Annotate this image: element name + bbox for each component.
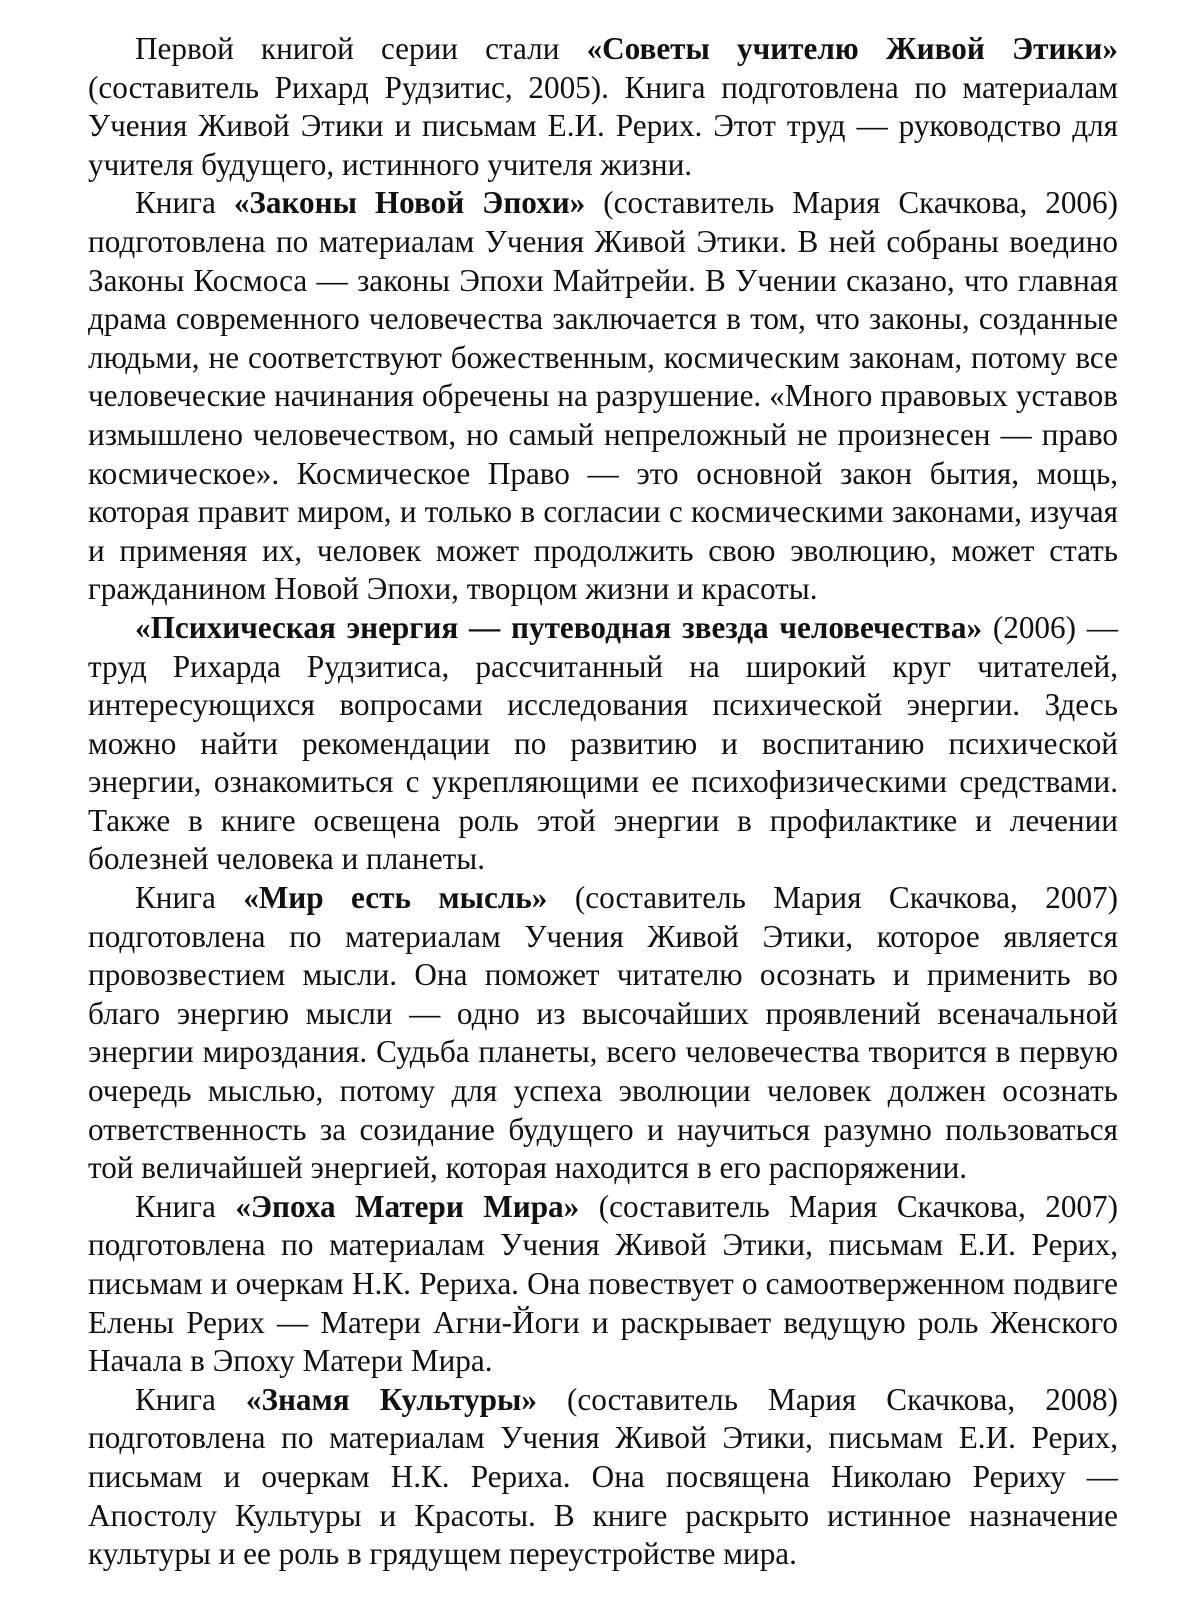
paragraph-text: (составитель Рихард Рудзитис, 2005). Книга подготовлена по материалам Учения Живой Этики и письмам Е.И. Рерих. Этот труд — руководство для учителя будущего, истинного учителя жизни. (88, 69, 1118, 182)
book-title-sovety-uchitelyu: «Советы учителю Живой Этики» (586, 31, 1118, 66)
paragraph-text: (2006) — труд Рихарда Рудзитиса, рассчитанный на широкий круг читателей, интересующихся вопросами исследования психической энергии. Здесь можно найти рекомендации по развитию и воспитанию психической энергии, ознакомиться с укрепляющими ее психофизическими средствами. Также в книге освещена роль этой энергии в профилактике и лечении болезней человека и планеты. (88, 609, 1118, 877)
paragraph-text: (составитель Мария Скачкова, 2006) подготовлена по материалам Учения Живой Этики. В ней собраны воедино Законы Космоса — законы Эпохи Майтрейи. В Учении сказано, что главная драма современного человечества заключается в том, что законы, созданные людьми, не соответствуют божественным, космическим законам, потому все человеческие начинания обречены на разрушение. «Много правовых уставов измышлено человечеством, но самый непреложный не произнесен — право космическое». Космическое Право — это основной закон бытия, мощь, которая правит миром, и только в согласии с космическими законами, изучая и применяя их, человек может продолжить свою эволюцию, может стать гражданином Новой Эпохи, творцом жизни и красоты. (88, 185, 1119, 607)
paragraph-text: Книга (135, 185, 234, 221)
paragraph-text: Книга (135, 880, 244, 916)
paragraph-text: (составитель Мария Скачкова, 2007) подготовлена по материалам Учения Живой Этики, которое является провозвестием мысли. Она поможет читателю осознать и применить во благо энергию мысли — одно из высочайших проявлений всеначальной энергии мироздания. Судьба планеты, всего человечества творится в первую очередь мыслью, потому для успеха эволюции человек должен осознать ответственность за созидание будущего и научиться разумно пользоваться той величайшей энергией, которая находится в его распоряжении. (88, 880, 1118, 1186)
paragraph-mir-est-mysl (88, 879, 1118, 1188)
page-text (88, 30, 1118, 1574)
paragraph-text: (составитель Мария Скачкова, 2008) подготовлена по материалам Учения Живой Этики, письмам Е.И. Рерих, письмам и очеркам Н.К. Рериха. Она посвящена Николаю Рериху — Апостолу Культуры и Красоты. В книге раскрыто истинное назначение культуры и ее роль в грядущем переустройстве мира. (88, 1381, 1118, 1572)
paragraph-epokha-materi-mira (88, 1188, 1118, 1381)
paragraph-psikhicheskaya-energiya (88, 609, 1118, 879)
book-title-znamya-kultury: «Знамя Культуры» (245, 1381, 537, 1417)
paragraph-zakony-novoy-epokhi (88, 184, 1118, 609)
book-title-mir-est-mysl: «Мир есть мысль» (243, 880, 548, 916)
paragraph-text: Книга (135, 1188, 236, 1224)
paragraph-text: Первой книгой серии стали (135, 31, 587, 66)
paragraph-text: Книга (135, 1381, 246, 1417)
paragraph-znamya-kultury (88, 1381, 1118, 1574)
book-title-psikhicheskaya-energiya: «Психическая энергия — путеводная звезда человечества» (135, 609, 983, 645)
book-title-zakony-novoy-epokhi: «Законы Новой Эпохи» (233, 185, 586, 221)
paragraph-text: (составитель Мария Скачкова, 2007) подготовлена по материалам Учения Живой Этики, письмам Е.И. Рерих, письмам и очеркам Н.К. Рериха. Она повествует о самоотверженном подвиге Елены Рерих — Матери Агни-Йоги и раскрывает ведущую роль Женского Начала в Эпоху Матери Мира. (88, 1188, 1118, 1379)
book-title-epokha-materi-mira: «Эпоха Матери Мира» (235, 1188, 580, 1224)
paragraph-sovety-uchitelyu (88, 30, 1118, 184)
